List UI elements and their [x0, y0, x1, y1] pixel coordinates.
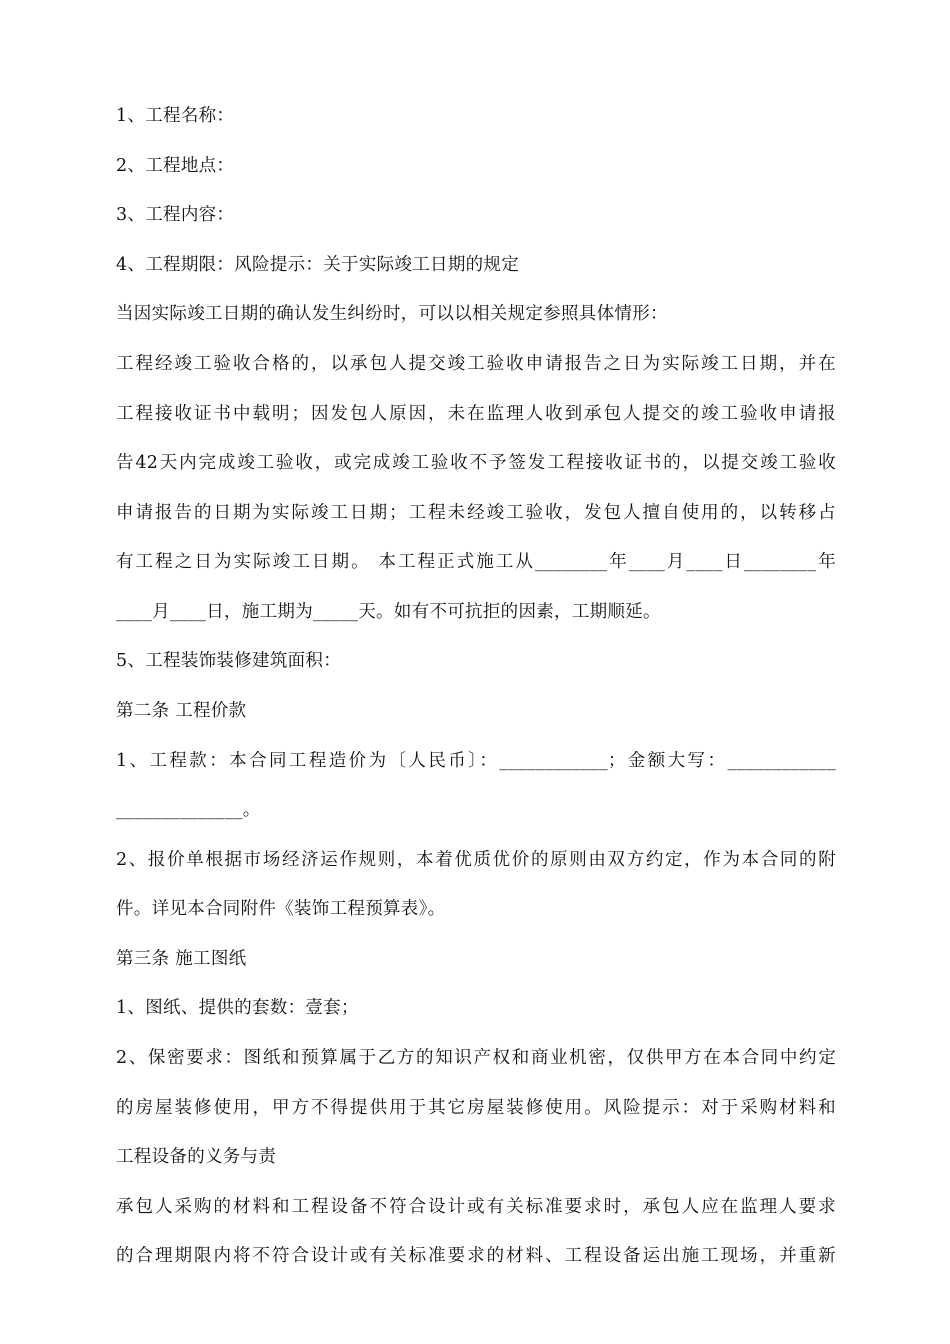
paragraph-line: 告42天内完成竣工验收，或完成竣工验收不予签发工程接收证书的，以提交竣工验收 [116, 453, 836, 473]
item-project-period: 4、工程期限：风险提示：关于实际竣工日期的规定 [116, 255, 520, 275]
paragraph-line: 件。详见本合同附件《装饰工程预算表》。 [116, 899, 446, 919]
paragraph-line: 的合理期限内将不符合设计或有关标准要求的材料、工程设备运出施工现场，并重新 [116, 1246, 836, 1266]
section-heading-article-2: 第二条 工程价款 [116, 701, 247, 721]
paragraph-line: 工程接收证书中载明；因发包人原因，未在监理人收到承包人提交的竣工验收申请报 [116, 404, 836, 424]
item-drawing-sets: 1、图纸、提供的套数：壹套； [116, 998, 359, 1018]
item-project-content: 3、工程内容： [116, 205, 235, 225]
item-project-name: 1、工程名称： [116, 106, 235, 126]
item-project-location: 2、工程地点： [116, 156, 235, 176]
paragraph-line: ____月____日，施工期为_____天。如有不可抗拒的因素，工期顺延。 [116, 602, 661, 622]
paragraph-line: 工程设备的义务与责 [116, 1147, 277, 1167]
item-quotation: 2、报价单根据市场经济运作规则，本着优质优价的原则由双方约定，作为本合同的附 [116, 850, 836, 870]
paragraph-line: 申请报告的日期为实际竣工日期；工程未经竣工验收，发包人擅自使用的，以转移占 [116, 503, 836, 523]
paragraph-line: 有工程之日为实际竣工日期。 本工程正式施工从________年____月____日________年 [116, 552, 836, 572]
paragraph-line: 当因实际竣工日期的确认发生纠纷时，可以以相关规定参照具体情形： [116, 304, 668, 324]
item-confidentiality: 2、保密要求：图纸和预算属于乙方的知识产权和商业机密，仅供甲方在本合同中约定 [116, 1048, 836, 1068]
paragraph-line: 工程经竣工验收合格的，以承包人提交竣工验收申请报告之日为实际竣工日期，并在 [116, 354, 836, 374]
paragraph-line: 承包人采购的材料和工程设备不符合设计或有关标准要求时，承包人应在监理人要求 [116, 1197, 836, 1217]
paragraph-line: 的房屋装修使用，甲方不得提供用于其它房屋装修使用。风险提示：对于采购材料和 [116, 1098, 836, 1118]
section-heading-article-3: 第三条 施工图纸 [116, 949, 247, 969]
item-decoration-area: 5、工程装饰装修建筑面积： [116, 651, 342, 671]
paragraph-line: ______________。 [116, 800, 261, 820]
item-project-price: 1、工程款：本合同工程造价为〔人民币〕：____________；金额大写：____________ [116, 751, 836, 771]
